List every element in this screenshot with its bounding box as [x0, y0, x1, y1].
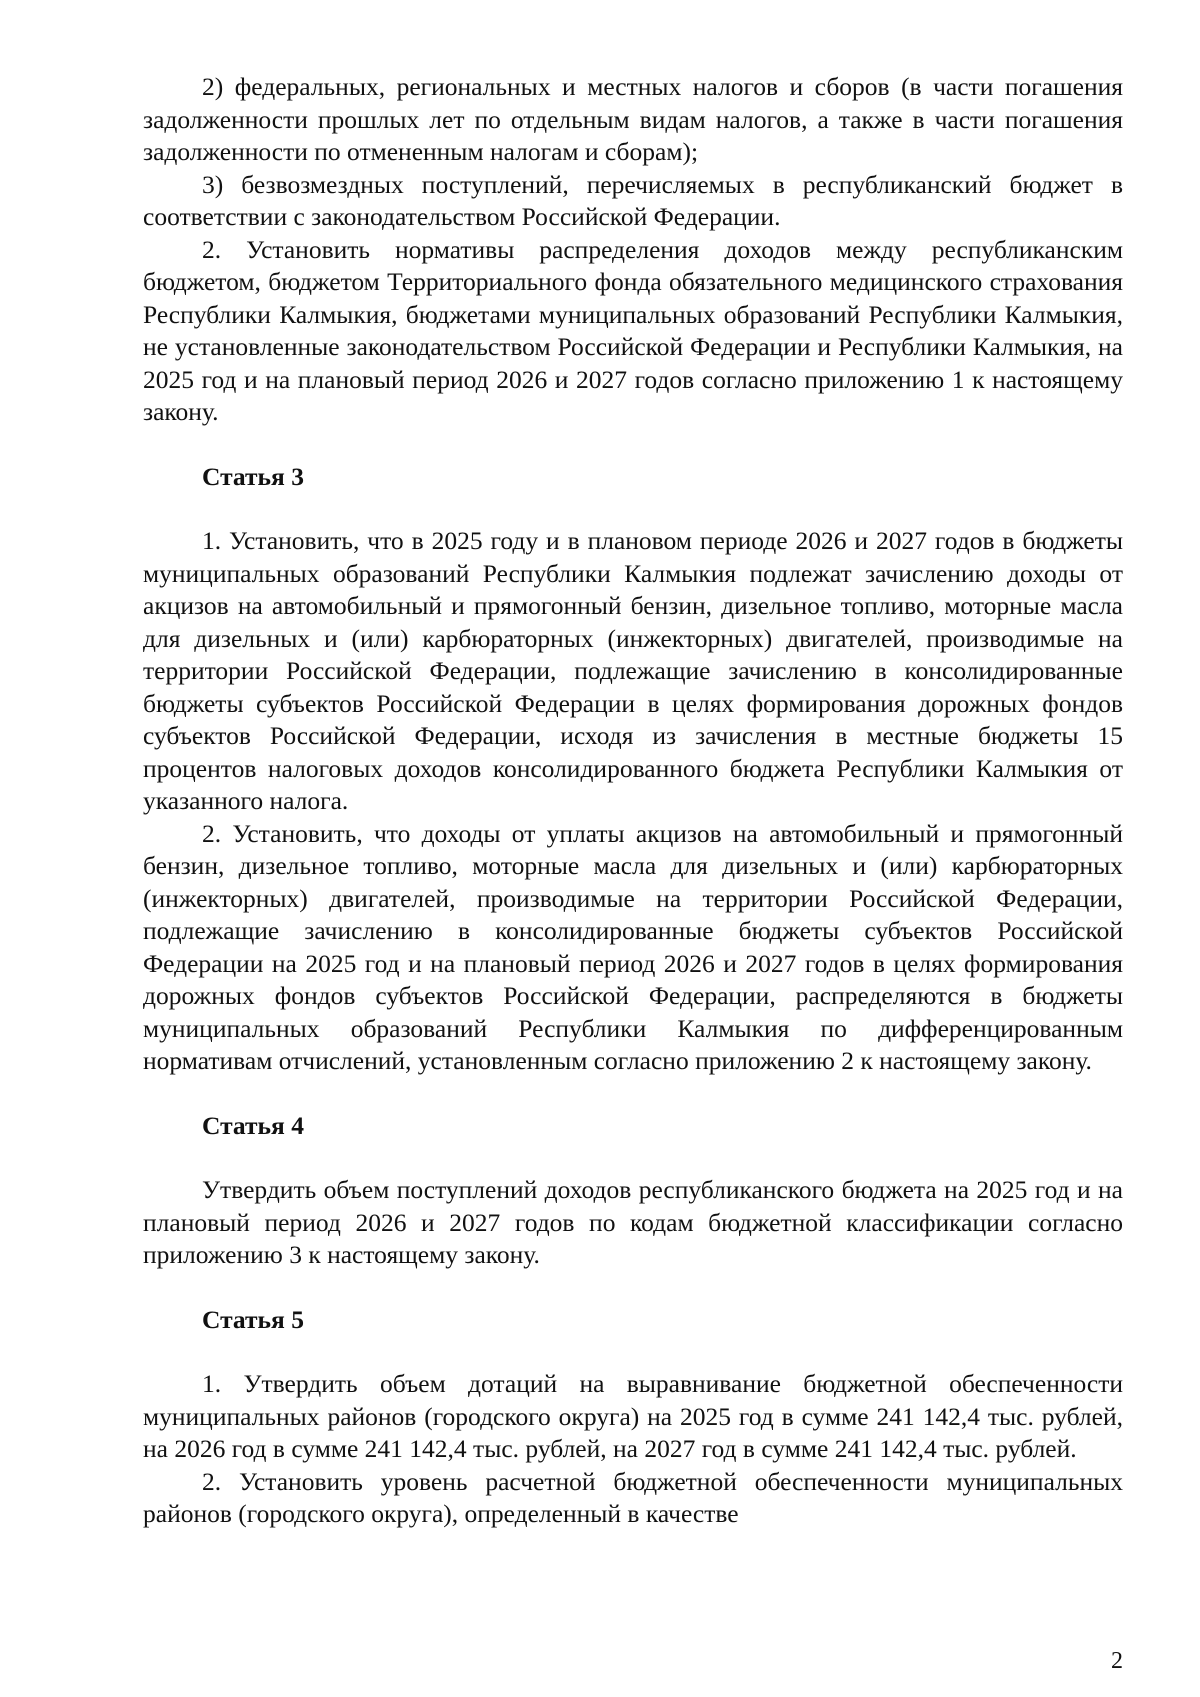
- article-3-paragraph-1: 1. Установить, что в 2025 году и в плановом периоде 2026 и 2027 годов в бюджеты муниципальных образований Республики Калмыкия подлежат зачислению доходы от акцизов на автомобильный и прямогонный бензин, дизельное топливо, моторные масла для дизельных и (или) карбюраторных (инжекторных) двигателей, производимые на территории Российской Федерации, подлежащие зачислению в консолидированные бюджеты субъектов Российской Федерации в целях формирования дорожных фондов субъектов Российской Федерации, исходя из зачисления в местные бюджеты 15 процентов налоговых доходов консолидированного бюджета Республики Калмыкия от указанного налога.: [143, 526, 1123, 815]
- article-4-paragraph-1: Утвердить объем поступлений доходов республиканского бюджета на 2025 год и на плановый период 2026 и 2027 годов по кодам бюджетной классификации согласно приложению 3 к настоящему закону.: [143, 1175, 1123, 1269]
- article-5-paragraph-2: 2. Установить уровень расчетной бюджетной обеспеченности муниципальных районов (городского округа), определенный в качестве: [143, 1466, 1123, 1528]
- article-5-paragraph-1: 1. Утвердить объем дотаций на выравнивание бюджетной обеспеченности муниципальных районов (городского округа) на 2025 год в сумме 241 142,4 тыс. рублей, на 2026 год в сумме 241 142,4 тыс. рублей, на 2027 год в сумме 241 142,4 тыс. рублей.: [143, 1369, 1123, 1463]
- article-5-heading: Статья 5: [202, 1304, 304, 1334]
- article-3-heading: Статья 3: [202, 461, 304, 491]
- article-4-heading: Статья 4: [202, 1110, 304, 1140]
- article-3-paragraph-2: 2. Установить, что доходы от уплаты акцизов на автомобильный и прямогонный бензин, дизельное топливо, моторные масла для дизельных и (или) карбюраторных (инжекторных) двигателей, производимые на территории Российской Федерации, подлежащие зачислению в консолидированные бюджеты субъектов Российской Федерации на 2025 год и на плановый период 2026 и 2027 годов в целях формирования дорожных фондов субъектов Российской Федерации, распределяются в бюджеты муниципальных образований Республики Калмыкия по дифференцированным нормативам отчислений, установленным согласно приложению 2 к настоящему закону.: [143, 818, 1123, 1075]
- document-page: [143, 71, 1123, 1531]
- page-number: 2: [1111, 1648, 1123, 1674]
- paragraph-federal-taxes: 2) федеральных, региональных и местных налогов и сборов (в части погашения задолженности прошлых лет по отдельным видам налогов, а также в части погашения задолженности по отмененным налогам и сборам);: [143, 72, 1123, 166]
- paragraph-gratuitous-receipts: 3) безвозмездных поступлений, перечисляемых в республиканский бюджет в соответствии с законодательством Российской Федерации.: [143, 169, 1123, 231]
- paragraph-distribution-norms: 2. Установить нормативы распределения доходов между республиканским бюджетом, бюджетом Территориального фонда обязательного медицинского страхования Республики Калмыкия, бюджетами муниципальных образований Республики Калмыкия, не установленные законодательством Российской Федерации и Республики Калмыкия, на 2025 год и на плановый период 2026 и 2027 годов согласно приложению 1 к настоящему закону.: [143, 234, 1123, 426]
